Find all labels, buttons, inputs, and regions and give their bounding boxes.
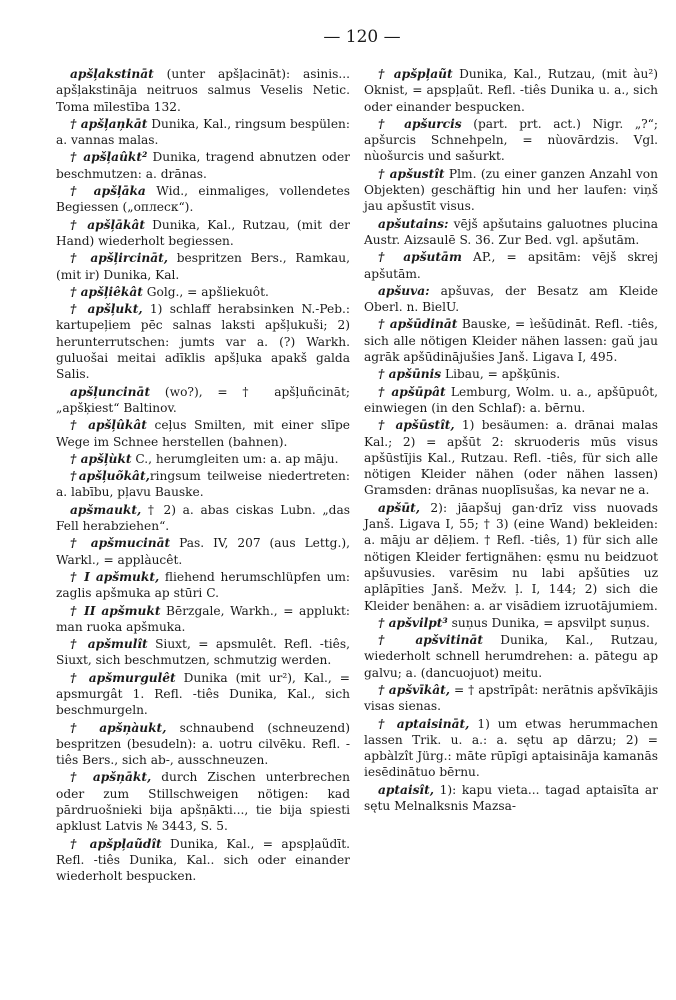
entry-headword: † apšmurgulêt [70,670,176,685]
dictionary-entry [364,417,658,498]
dictionary-entry [56,502,350,535]
dictionary-entry [364,366,658,382]
entry-body: 1): kapu vieta... tagad aptaisīta ar sętu Melnalksnis Mazsa- [364,782,658,814]
dictionary-entry [364,615,658,631]
entry-body: Dunika, tragend abnutzen oder beschmutzen: a. drānas. [56,150,350,181]
entry-headword: apšļakstināt [70,67,154,81]
entry-headword: † apšurcis [378,116,462,131]
entry-body: suņus Dunika, = apsvilpt suņus. [447,615,650,630]
entry-headword: †apšļuõkât, [70,469,150,484]
entry-body: bespritzen Bers., Ramkau, (mit ir) Dunika, Kal. [56,251,351,282]
entry-body: 1) um etwas herummachen lassen Trik. u. a.: a. sętu ap dārzu; 2) = apbàlzît Jürg.: māte rūpīgi aptaisināja kamanās iesēdinātuo bērnu. [364,716,658,780]
entry-headword: † apšņàukt, [70,720,167,735]
dictionary-entry [364,283,658,316]
entry-headword: † apšūstît, [378,418,455,433]
dictionary-entry [364,216,658,249]
entry-headword: apšūt, [378,500,421,515]
entry-headword: † apšļiêkât [70,284,143,299]
entry-body: schnaubend (schneuzend) bespritzen (besudeln): a. uotru cilvēku. Refl. -tiês Bers., sich ab-, ausschneuzen. [56,720,350,768]
dictionary-entry [56,149,350,182]
entry-headword: † apšūnis [378,367,442,382]
dictionary-entry [56,284,350,300]
entry-headword: † apšvitināt [378,633,483,648]
entry-body: (part. prt. act.) Nigr. „?“; apšurcis Schnehpeln, = nùovārdzis. Vgl. nùošurcis und sašurkt. [364,116,658,164]
dictionary-entry [56,217,350,250]
dictionary-entry [364,632,658,681]
entry-body: 2): jāapšuj gan·drīz viss nuovads Janš. Ligava I, 55; † 3) (eine Wand) bekleiden: a. māju ar dēļiem. † Refl. -tiês, 1) für sich alle nötigen Kleider fertignähen: ęsmu nu beidzuot apšuvusies. varēsim nu labi apšūties uz aplāpīties Janš. Mežv. ļ. I, 144; 2) sich die Kleider benähen: a. ar visādiem izruotājumiem. [364,500,658,613]
right-column [364,66,658,886]
dictionary-entry [364,166,658,215]
entry-headword: † apšustît [378,166,445,181]
entry-headword: † apšmulît [70,637,148,652]
entry-body: apšuvas, der Besatz am Kleide Oberl. n. BielU. [364,283,658,315]
entry-headword: † apšutām [378,250,462,265]
entry-body: durch Zischen unterbrechen oder zum Stillschweigen nötigen: kad pārdruošnieki bija apšņākti..., tie bija spiesti apklust Latvis № 3443, S. 5. [56,770,350,834]
dictionary-entry [56,451,350,467]
entry-body: (wo?), = † apšļuñcināt; „apšķiest“ Baltinov. [56,384,350,415]
entry-headword: † apšpļaũt [378,67,453,81]
entry-body: ringsum teilweise niedertreten: a. labību, pļavu Bauske. [56,469,350,500]
entry-headword: † apšmucināt [70,536,171,551]
dictionary-entry [364,66,658,115]
dictionary-entry [56,569,350,602]
dictionary-entry [56,183,350,216]
entry-body: Golg., = apšliekuôt. [142,284,269,299]
entry-headword: † aptaisināt, [378,716,470,731]
entry-body: 1) besäumen: a. drānai malas Kal.; 2) = apšūt 2: skruoderis mūs visus apšūstījis Kal., Rutzau. Refl. -tiês, für sich alle nötigen Kleider nähen (oder nähen lassen) Gramsden: drānas nuoplīsušas, ka nevar ne a. [364,418,658,498]
entry-body: vējš apšutains galuotnes plucina Austr. Aizsaulē S. 36. Zur Bed. vgl. apšutām. [364,216,658,247]
entry-headword: apšmaukt, [70,502,142,517]
dictionary-entry [364,249,658,282]
entry-headword: † apšvīkât, [378,682,451,697]
page-number: — 120 — [323,27,401,47]
dictionary-entry [56,250,350,283]
entry-body: † 2) a. abas ciskas Lubn. „das Fell herabziehen“. [56,502,350,534]
entry-headword: † apšūpât [378,384,446,399]
entry-body: Dunika, Kal., ringsum bespülen: a. vannas malas. [56,116,350,148]
entry-headword: † apšvilpt³ [378,615,448,630]
entry-headword: † apšļukt, [70,302,143,317]
entry-body: Siuxt, = apsmulêt. Refl. -tiês, Siuxt, sich beschmutzen, schmutzig werden. [56,637,350,668]
dictionary-entry [56,670,350,719]
entry-headword: apšļuncināt [70,384,151,399]
dictionary-entry [56,301,350,382]
entry-body: Dunika (mit ur²), Kal., = apsmurgât 1. Refl. -tiês Dunika, Kal., sich beschmurgeln. [56,670,350,718]
entry-body: (unter apšļacināt): asinis... apšļakstināja neitruos salmus Veselis Netic. Toma mīlestība 132. [56,67,350,114]
left-column [56,66,350,886]
dictionary-entry [364,116,658,165]
dictionary-entry [56,636,350,669]
entry-body: Dunika, Kal., Rutzau, wiederholt schnell herumdrehen: a. pātegu ap galvu; a. (dancuojuot) meitu. [364,633,658,680]
entry-body: ceļus Smilten, mit einer slīpe Wege im Schnee herstellen (bahnen). [56,418,350,449]
dictionary-entry [364,682,658,715]
dictionary-entry [56,603,350,636]
dictionary-entry [56,66,350,115]
entry-body: Pas. IV, 207 (aus Lettg.), Warkl., = applàucêt. [56,536,350,567]
entry-headword: † apšpļaũdît [70,836,162,851]
entry-headword: † apšļircināt, [70,251,168,266]
dictionary-entry [56,468,350,501]
dictionary-entry [364,384,658,417]
dictionary-entry [364,316,658,365]
entry-body: fliehend herumschlüpfen um: zaglis apšmuka ap stūri C. [56,569,350,601]
entry-body: Dunika, Kal., = apspļaũdīt. Refl. -tiês Dunika, Kal.. sich oder einander wiederholt bespucken. [56,836,350,884]
entry-body: Dunika, Kal., Rutzau, (mit àu²) Oknist, = apspļaũt. Refl. -tiês Dunika u. a., sich oder einander bespucken. [364,67,658,114]
entry-body: Plm. (zu einer ganzen Anzahl von Objekten) geschäftig hin und her laufen: viņš jau apšustīt visus. [364,166,658,214]
dictionary-entry [56,417,350,450]
entry-headword: † apšņākt, [70,770,152,785]
dictionary-entry [56,535,350,568]
dictionary-entry [364,500,658,614]
dictionary-entry [56,384,350,417]
entry-headword: † II apšmukt [70,603,161,618]
entry-headword: apšuva: [378,283,430,298]
entry-headword: † apšūdināt [378,317,458,332]
entry-headword: † apšļākât [70,217,145,232]
dictionary-entry [56,836,350,885]
entry-body: Lemburg, Wolm. u. a., apšūpuôt, einwiegen (in den Schlaf): a. bērnu. [364,384,659,415]
entry-body: = † apstrīpât: nerātnis apšvīkājis visas sienas. [364,682,658,714]
dictionary-entry [56,769,350,834]
entry-headword: † apšļāka [70,184,146,199]
columns [56,66,658,886]
entry-headword: † apšļaûkt² [70,150,148,165]
dictionary-entry [364,716,658,781]
dictionary-entry [56,116,350,149]
entry-body: Bauske, = ìešūdināt. Refl. -tiês, sich alle nötigen Kleider nähen lassen: gaŭ jau agrāk apšūdinājušies Janš. Ligava I, 495. [364,317,659,365]
entry-headword: † apšļaņkāt [70,116,148,131]
entry-body: Bērzgale, Warkh., = applukt: man ruoka apšmuka. [56,603,350,634]
entry-body: AP., = apsitām: vējš skrej apšutām. [364,250,658,281]
entry-body: Dunika, Kal., Rutzau, (mit der Hand) wiederholt begiessen. [56,217,350,248]
entry-headword: aptaisît, [378,782,434,797]
entry-body: C., herumgleiten um: a. ap māju. [131,451,339,466]
entry-headword: apšutains: [378,216,449,231]
dictionary-entry [56,720,350,769]
entry-body: Libau, = apšķūnis. [441,367,561,382]
entry-headword: † I apšmukt, [70,569,160,584]
entry-body: Wid., einmaliges, vollendetes Begiessen („оплеск“). [56,184,351,215]
dictionary-entry [364,782,658,815]
entry-headword: † apšļùkt [70,451,132,466]
entry-headword: † apšļûkât [70,418,147,433]
entry-body: 1) schlaff herabsinken N.-Peb.: kartupeļiem pēc salnas laksti apšļukuši; 2) herunterrutschen: jumts var a. (?) Warkh. guluošai meitai adīklis apšļuka apakš galda Salis. [56,302,350,382]
